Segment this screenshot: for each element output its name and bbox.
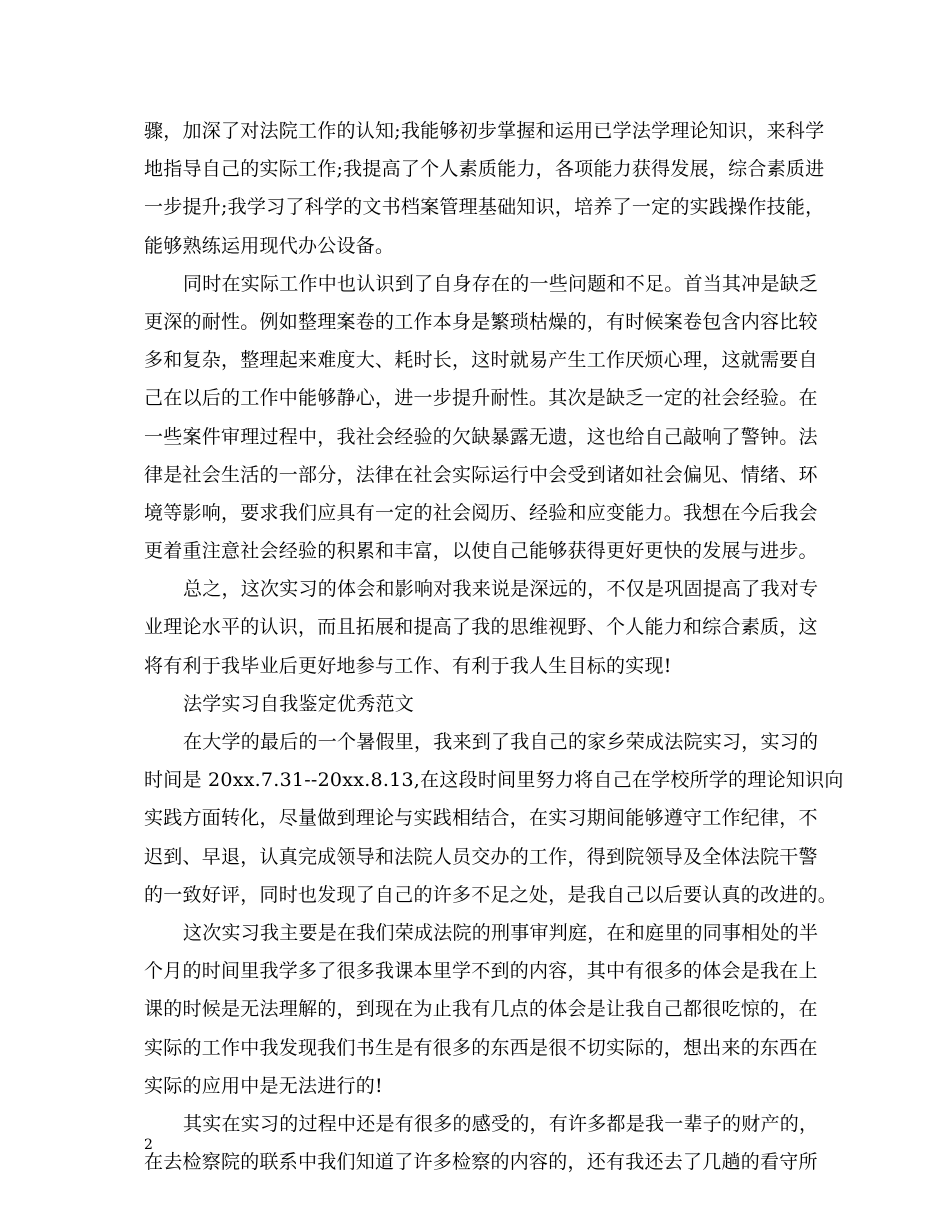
text-line: 能够熟练运用现代办公设备。 (144, 234, 395, 257)
text-line: 的一致好评，同时也发现了自己的许多不足之处，是我自己以后要认真的改进的。 (144, 883, 838, 906)
text-line: 骤，加深了对法院工作的认知;我能够初步掌握和运用已学法学理论知识，来科学 (144, 120, 825, 142)
text-line: 迟到、早退，认真完成领导和法院人员交办的工作，得到院领导及全体法院干警 (144, 845, 818, 868)
text-line: 地指导自己的实际工作;我提高了个人素质能力，各项能力获得发展，综合素质进 (144, 158, 825, 181)
paragraph-first-line: 在大学的最后的一个暑假里，我来到了我自己的家乡荣成法院实习，实习的 (183, 731, 819, 753)
text-line: 个月的时间里我学多了很多我课本里学不到的内容，其中有很多的体会是我在上 (144, 960, 818, 983)
text-line: 律是社会生活的一部分，法律在社会实际运行中会受到诸如社会偏见、情绪、环 (144, 463, 818, 486)
text-line: 一些案件审理过程中，我社会经验的欠缺暴露无遗，这也给自己敲响了警钟。法 (144, 425, 818, 448)
paragraph-first-line: 其实在实习的过程中还是有很多的感受的，有许多都是我一辈子的财产的， (183, 1112, 819, 1135)
text-line: 业理论水平的认识，而且拓展和提高了我的思维视野、个人能力和综合素质，这 (144, 616, 818, 639)
text-line: 己在以后的工作中能够静心，进一步提升耐性。其次是缺乏一定的社会经验。在 (144, 387, 818, 410)
page-number: 2 (144, 1137, 153, 1153)
paragraph-first-line: 这次实习我主要是在我们荣成法院的刑事审判庭，在和庭里的同事相处的半 (183, 921, 819, 944)
section-title: 法学实习自我鉴定优秀范文 (183, 692, 415, 715)
text-line: 实际的应用中是无法进行的! (144, 1074, 383, 1097)
text-line: 多和复杂，整理起来难度大、耗时长，这时就易产生工作厌烦心理，这就需要自 (144, 349, 818, 372)
text-line: 时间是 20xx.7.31--20xx.8.13,在这段时间里努力将自己在学校所学的理论知识向 (144, 769, 844, 792)
text-line: 一步提升;我学习了科学的文书档案管理基础知识，培养了一定的实践操作技能， (144, 196, 825, 219)
text-line: 实践方面转化，尽量做到理论与实践相结合，在实习期间能够遵守工作纪律，不 (144, 807, 818, 830)
text-line: 课的时候是无法理解的，到现在为止我有几点的体会是让我自己都很吃惊的，在 (144, 998, 818, 1021)
paragraph-first-line: 总之，这次实习的体会和影响对我来说是深远的，不仅是巩固提高了我对专 (183, 578, 819, 601)
text-line: 境等影响，要求我们应具有一定的社会阅历、经验和应变能力。我想在今后我会 (144, 501, 818, 524)
text-line: 在去检察院的联系中我们知道了许多检察的内容的，还有我还去了几趟的看守所 (144, 1151, 818, 1174)
paragraph-first-line: 同时在实际工作中也认识到了自身存在的一些问题和不足。首当其冲是缺乏 (183, 272, 819, 295)
document-body (144, 112, 844, 1181)
text-line: 更深的耐性。例如整理案卷的工作本身是繁琐枯燥的，有时候案卷包含内容比较 (144, 310, 818, 333)
text-line: 更着重注意社会经验的积累和丰富，以使自己能够获得更好更快的发展与进步。 (144, 540, 818, 563)
text-line: 将有利于我毕业后更好地参与工作、有利于我人生目标的实现! (144, 654, 672, 677)
text-line: 实际的工作中我发现我们书生是有很多的东西是很不切实际的，想出来的东西在 (144, 1036, 818, 1059)
